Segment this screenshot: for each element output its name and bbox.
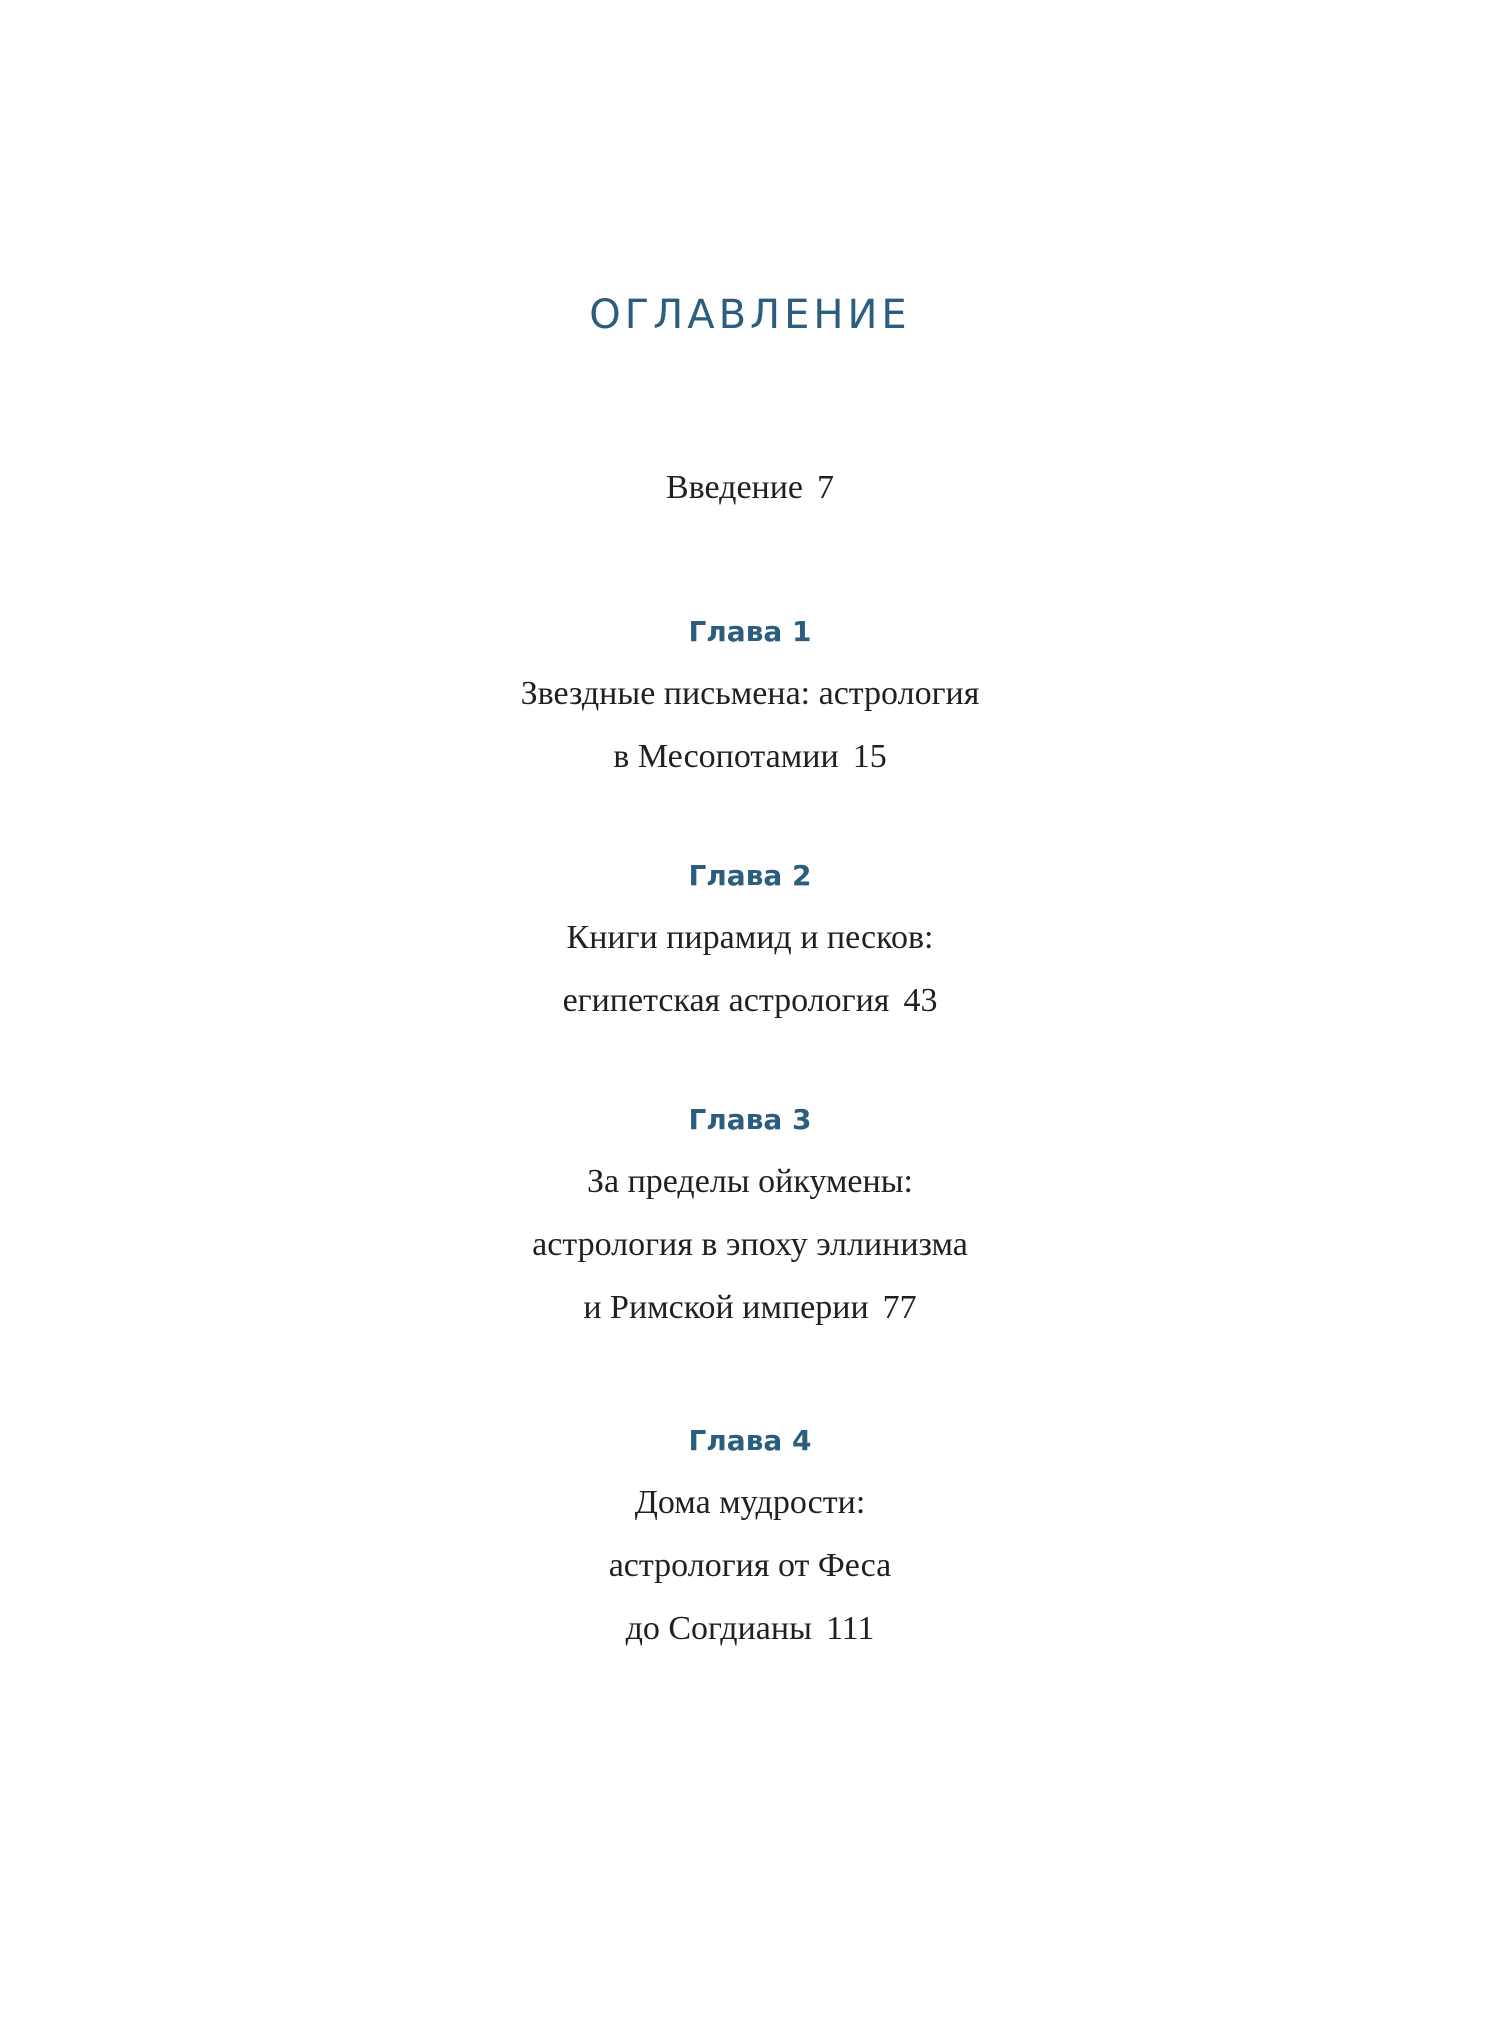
entry-title: до Согдианы [625,1610,812,1647]
entry-title: и Римской империи [583,1289,869,1326]
chapter-3-title-line-1[interactable]: За пределы ойкумены: [586,1163,914,1200]
chapter-4-title-line-2[interactable]: астрология от Феса [608,1547,892,1584]
page-number: 111 [825,1610,875,1647]
chapter-4-title-line-1[interactable]: Дома мудрости: [634,1484,866,1521]
chapter-1-title-line-1[interactable]: Звездные письмена: астрология [520,675,980,712]
entry-title: египетская астрология [562,982,890,1019]
toc-entry-introduction[interactable] [0,466,1500,510]
chapter-2-title-line-2[interactable] [0,979,1500,1023]
chapter-4-label: Глава 4 [688,1424,812,1457]
chapter-1-label: Глава 1 [688,615,812,648]
page-number: 15 [852,738,887,775]
chapter-3-label: Глава 3 [688,1103,812,1136]
entry-title: Введение [665,469,804,506]
page-number: 77 [882,1289,917,1326]
chapter-1-title-line-2[interactable] [0,735,1500,779]
page-number: 43 [903,982,938,1019]
chapter-4-title-line-3[interactable] [0,1607,1500,1651]
chapter-3-title-line-3[interactable] [0,1286,1500,1330]
chapter-2-label: Глава 2 [688,859,812,892]
chapter-2-title-line-1[interactable]: Книги пирамид и песков: [566,919,934,956]
page-number: 7 [817,469,835,506]
chapter-3-title-line-2[interactable]: астрология в эпоху эллинизма [532,1226,968,1263]
entry-title: в Месопотамии [613,738,839,775]
page-title: ОГЛАВЛЕНИЕ [589,292,911,338]
